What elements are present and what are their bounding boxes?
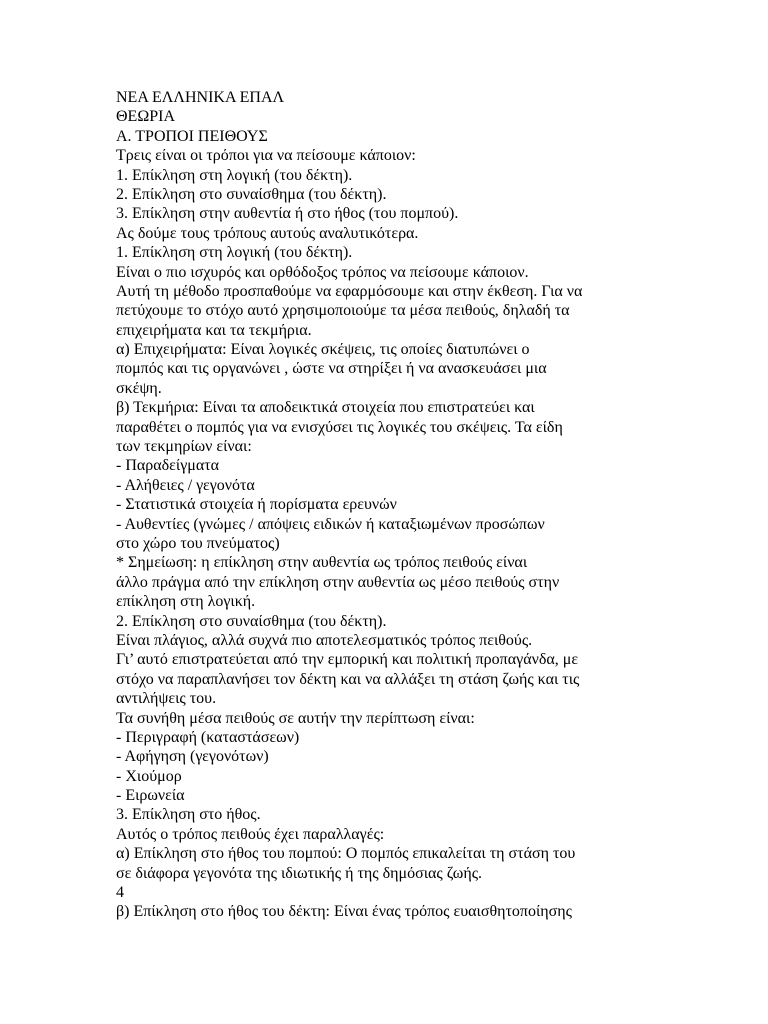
list-item: - Αφήγηση (γεγονότων) — [116, 748, 269, 766]
text-line: αντιλήψεις του. — [116, 690, 217, 708]
text-line: πετύχουμε το στόχο αυτό χρησιμοποιούμε τα μέσα πειθούς, δηλαδή τα — [116, 302, 570, 320]
list-item: 2. Επίκληση στο συναίσθημα (του δέκτη). — [116, 185, 387, 203]
text-line: επιχειρήματα και τα τεκμήρια. — [116, 321, 312, 339]
text-line: σε διάφορα γεγονότα της ιδιωτικής ή της δημόσιας ζωής. — [116, 864, 483, 882]
list-item: 1. Επίκληση στη λογική (του δέκτη). — [116, 166, 353, 184]
subsection-heading: 2. Επίκληση στο συναίσθημα (του δέκτη). — [116, 612, 387, 630]
text-line: Ας δούμε τους τρόπους αυτούς αναλυτικότερα. — [116, 224, 419, 242]
text-line: Τα συνήθη μέσα πειθούς σε αυτήν την περίπτωση είναι: — [116, 709, 475, 727]
text-line: πομπός και τις οργανώνει , ώστε να στηρίξει ή να ανασκευάσει μια — [116, 360, 547, 378]
text-line: Τρεις είναι οι τρόποι για να πείσουμε κάποιον: — [116, 147, 416, 165]
list-item: - Αλήθειες / γεγονότα — [116, 476, 255, 494]
list-item: - Περιγραφή (καταστάσεων) — [116, 728, 300, 746]
text-line: των τεκμηρίων είναι: — [116, 438, 252, 456]
list-item: - Αυθεντίες (γνώμες / απόψεις ειδικών ή καταξιωμένων προσώπων — [116, 515, 545, 533]
doc-subtitle: ΘΕΩΡΙΑ — [116, 108, 175, 126]
section-heading: Α. ΤΡΟΠΟΙ ΠΕΙΘΟΥΣ — [116, 127, 268, 145]
text-line: άλλο πράγμα από την επίκληση στην αυθεντία ως μέσο πειθούς στην — [116, 573, 560, 591]
text-line: επίκληση στη λογική. — [116, 593, 256, 611]
doc-title: ΝΕΑ ΕΛΛΗΝΙΚΑ ΕΠΑΛ — [116, 89, 285, 106]
text-line: Γι’ αυτό επιστρατεύεται από την εμπορική και πολιτική προπαγάνδα, με — [116, 651, 579, 669]
text-line: Είναι ο πιο ισχυρός και ορθόδοξος τρόπος να πείσουμε κάποιον. — [116, 263, 529, 281]
text-line: α) Επιχειρήματα: Είναι λογικές σκέψεις, τις οποίες διατυπώνει ο — [116, 341, 530, 359]
list-item: - Παραδείγματα — [116, 457, 220, 475]
text-line: Είναι πλάγιος, αλλά συχνά πιο αποτελεσματικός τρόπος πειθούς. — [116, 631, 533, 649]
text-line: Αυτή τη μέθοδο προσπαθούμε να εφαρμόσουμε και στην έκθεση. Για να — [116, 282, 583, 300]
text-line: β) Επίκληση στο ήθος του δέκτη: Είναι ένας τρόπος ευαισθητοποίησης — [116, 903, 572, 921]
page-number: 4 — [116, 884, 124, 902]
subsection-heading: 3. Επίκληση στο ήθος. — [116, 806, 261, 824]
note-line: * Σημείωση: η επίκληση στην αυθεντία ως τρόπος πειθούς είναι — [116, 554, 528, 572]
list-item: - Χιούμορ — [116, 767, 182, 785]
list-item: - Στατιστικά στοιχεία ή πορίσματα ερευνών — [116, 496, 397, 514]
text-line: στόχο να παραπλανήσει τον δέκτη και να αλλάξει τη στάση ζωής και τις — [116, 670, 580, 688]
list-item: - Ειρωνεία — [116, 787, 185, 805]
text-line: παραθέτει ο πομπός για να ενισχύσει τις λογικές του σκέψεις. Τα είδη — [116, 418, 563, 436]
text-line: Αυτός ο τρόπος πειθούς έχει παραλλαγές: — [116, 825, 385, 843]
document-body — [116, 88, 736, 922]
text-line: β) Τεκμήρια: Είναι τα αποδεικτικά στοιχεία που επιστρατεύει και — [116, 399, 535, 417]
text-line: στο χώρο του πνεύματος) — [116, 534, 280, 552]
text-line: σκέψη. — [116, 379, 162, 397]
list-item: 3. Επίκληση στην αυθεντία ή στο ήθος (του πομπού). — [116, 205, 459, 223]
text-line: α) Επίκληση στο ήθος του πομπού: Ο πομπός επικαλείται τη στάση του — [116, 845, 576, 863]
subsection-heading: 1. Επίκληση στη λογική (του δέκτη). — [116, 244, 353, 262]
